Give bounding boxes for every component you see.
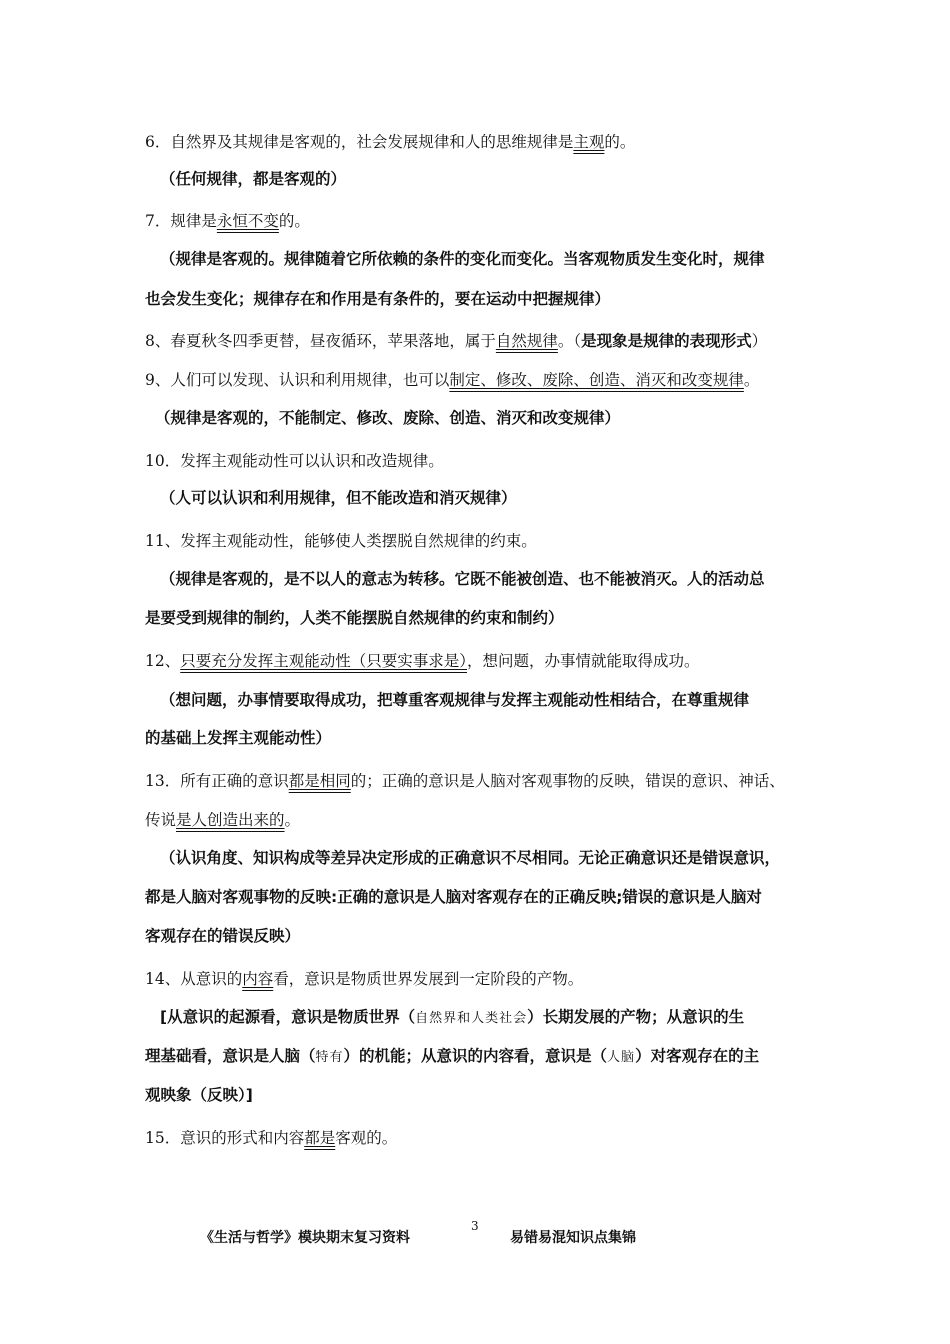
answer-13-line3: 客观存在的错误反映） <box>145 927 301 945</box>
answer-10: （人可以认识和利用规律，但不能改造和消灭规律） <box>160 489 517 507</box>
item-13-line1: 13．所有正确的意识都是相同的；正确的意识是人脑对客观事物的反映，错误的意识、神话、 <box>145 772 785 790</box>
item-9: 9、人们可以发现、认识和利用规律，也可以制定、修改、废除、创造、消灭和改变规律。 <box>145 371 760 389</box>
answer-11-line2: 是要受到规律的制约，人类不能摆脱自然规律的约束和制约） <box>145 609 564 627</box>
item-13-line2: 传说是人创造出来的。 <box>145 811 301 829</box>
answer-7-line2: 也会发生变化；规律存在和作用是有条件的，要在运动中把握规律） <box>145 290 611 308</box>
answer-14-line2: 理基础看，意识是人脑（特有）的机能；从意识的内容看，意识是（人脑）对客观存在的主 <box>145 1047 760 1065</box>
footer-right-title: 易错易混知识点集锦 <box>510 1230 636 1246</box>
answer-13-line2: 都是人脑对客观事物的反映:正确的意识是人脑对客观存在的正确反映;错误的意识是人脑对 <box>145 888 762 906</box>
answer-11-line1: （规律是客观的，是不以人的意志为转移。它既不能被创造、也不能被消灭。人的活动总 <box>160 570 765 588</box>
page-number: 3 <box>471 1219 479 1233</box>
item-8: 8、春夏秋冬四季更替，昼夜循环，苹果落地，属于自然规律。（是现象是规律的表现形式） <box>145 332 768 350</box>
answer-6: （任何规律，都是客观的） <box>160 170 347 188</box>
item-14: 14、从意识的内容看，意识是物质世界发展到一定阶段的产物。 <box>145 970 584 988</box>
answer-13-line1: （认识角度、知识构成等差异决定形成的正确意识不尽相同。无论正确意识还是错误意识， <box>160 849 781 867</box>
item-6: 6．自然界及其规律是客观的，社会发展规律和人的思维规律是主观的。 <box>145 133 636 151</box>
item-11: 11、发挥主观能动性，能够使人类摆脱自然规律的约束。 <box>145 532 537 550</box>
item-7: 7．规律是永恒不变的。 <box>145 212 310 230</box>
answer-7-line1: （规律是客观的。规律随着它所依赖的条件的变化而变化。当客观物质发生变化时，规律 <box>160 250 765 268</box>
answer-9: （规律是客观的，不能制定、修改、废除、创造、消灭和改变规律） <box>155 409 621 427</box>
footer-left-title: 《生活与哲学》模块期末复习资料 <box>200 1230 410 1246</box>
answer-12-line1: （想问题，办事情要取得成功，把尊重客观规律与发挥主观能动性相结合，在尊重规律 <box>160 691 750 709</box>
item-12: 12、只要充分发挥主观能动性（只要实事求是），想问题，办事情就能取得成功。 <box>145 652 700 670</box>
answer-12-line2: 的基础上发挥主观能动性） <box>145 729 332 747</box>
answer-14-line1: [从意识的起源看，意识是物质世界（自然界和人类社会）长期发展的产物；从意识的生 <box>160 1008 745 1026</box>
item-15: 15．意识的形式和内容都是客观的。 <box>145 1129 398 1147</box>
answer-14-line3: 观映象（反映）] <box>145 1086 253 1104</box>
item-10: 10．发挥主观能动性可以认识和改造规律。 <box>145 452 444 470</box>
